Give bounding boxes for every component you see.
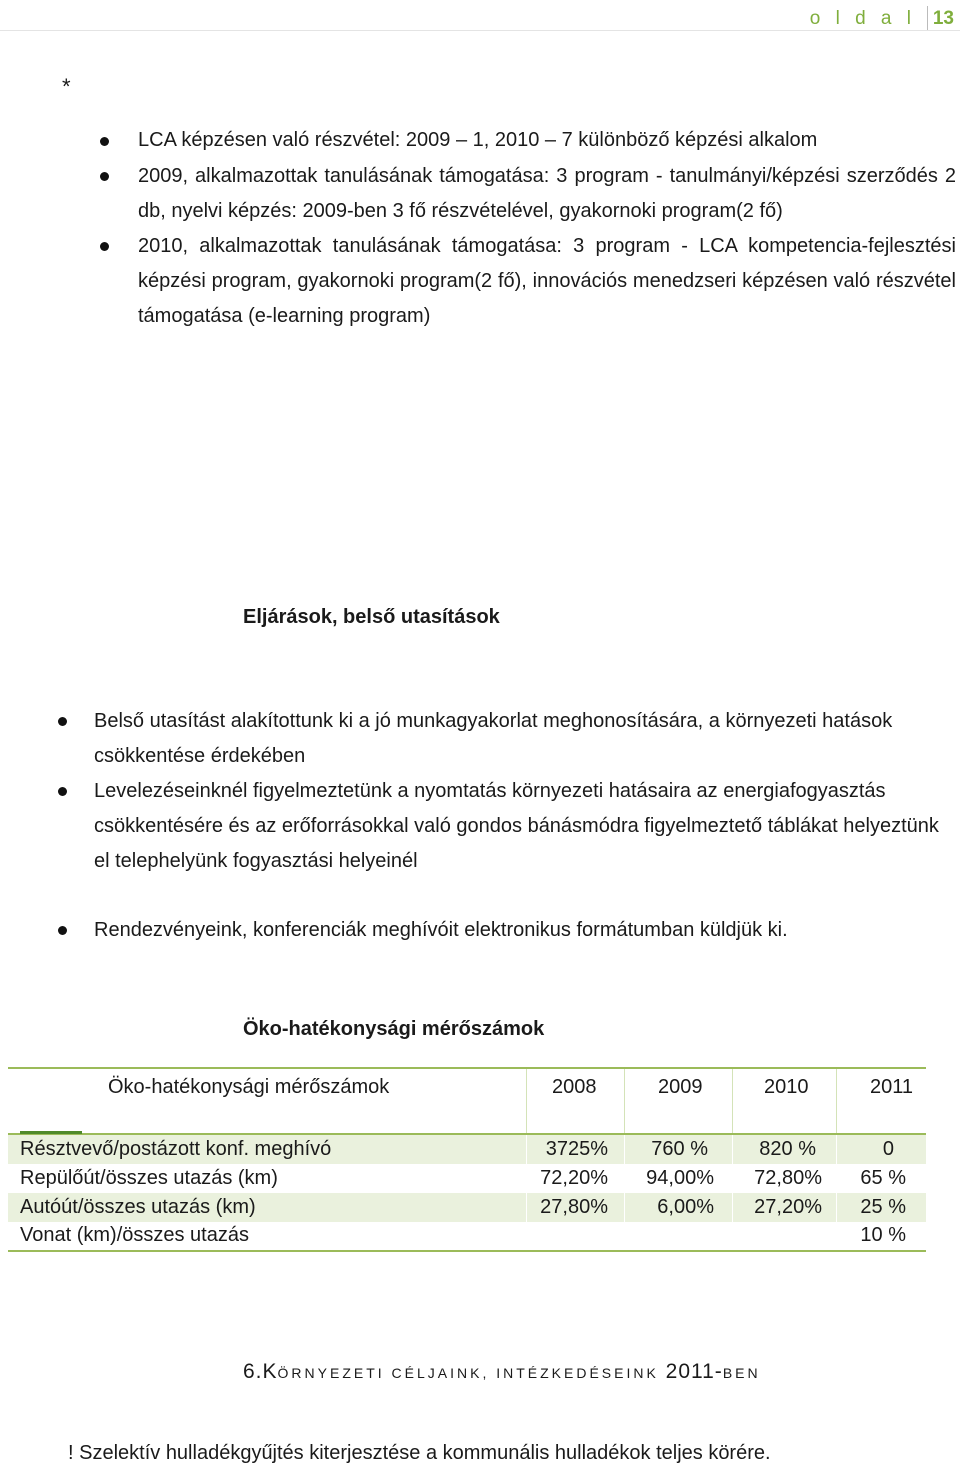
column-divider	[526, 1069, 527, 1133]
table-cell: 760 %	[651, 1138, 708, 1160]
column-divider	[836, 1135, 837, 1164]
page-label: o l d a l	[809, 8, 916, 29]
page-separator	[927, 6, 928, 30]
table-row	[8, 1164, 926, 1193]
list-item: 2009, alkalmazottak tanulásának támogatása: 3 program - tanulmányi/képzési szerződés 2 db, nyelvi képzés: 2009-ben 3 fő részvételével, gyakornoki program(2 fő)	[138, 165, 956, 222]
section-suffix: BEN	[722, 1365, 761, 1381]
column-divider	[836, 1069, 837, 1133]
column-divider	[624, 1193, 625, 1222]
page-header	[0, 4, 960, 31]
list-item: LCA képzésen való részvétel: 2009 – 1, 2010 – 7 különböző képzési alkalom	[138, 129, 818, 151]
procedures-heading: Eljárások, belső utasítások	[243, 606, 500, 628]
column-header: 2010	[764, 1076, 809, 1098]
table-cell: 25 %	[860, 1196, 906, 1218]
table-cell: 820 %	[759, 1138, 816, 1160]
column-divider	[624, 1069, 625, 1133]
table-cell: 65 %	[860, 1167, 906, 1189]
row-label: Résztvevő/postázott konf. meghívó	[20, 1138, 332, 1160]
table-cell: 0	[882, 1138, 894, 1160]
column-header: 2009	[658, 1076, 703, 1098]
table-row	[8, 1221, 926, 1250]
table-cell: 72,80%	[754, 1167, 822, 1189]
table-header-accent	[20, 1131, 82, 1134]
section-year: 2011-	[658, 1360, 723, 1383]
list-item: Rendezvényeink, konferenciák meghívóit elektronikus formátumban küldjük ki.	[94, 919, 788, 941]
table-cell: 10 %	[860, 1224, 906, 1246]
column-divider	[836, 1193, 837, 1222]
section-title-text: ÖRNYEZETI CÉLJAINK, INTÉZKEDÉSEINK	[277, 1365, 659, 1381]
row-label: Autóút/összes utazás (km)	[20, 1196, 256, 1218]
column-divider	[732, 1193, 733, 1222]
asterisk-mark: *	[62, 74, 71, 99]
table-cell: 94,00%	[646, 1167, 714, 1189]
table-header-row	[8, 1069, 926, 1133]
table-bottom-rule	[8, 1250, 926, 1252]
closing-statement: ! Szelektív hulladékgyűjtés kiterjesztése a kommunális hulladékok teljes körére.	[68, 1442, 771, 1464]
section-number: 6.	[243, 1360, 263, 1383]
column-divider	[526, 1193, 527, 1222]
table-row	[8, 1193, 926, 1222]
column-header: 2008	[552, 1076, 597, 1098]
column-header: Öko-hatékonysági mérőszámok	[108, 1076, 390, 1098]
list-item: 2010, alkalmazottak tanulásának támogatása: 3 program - LCA kompetencia-fejlesztési képzési program, gyakornoki program(2 fő), innovációs menedzseri képzésen való részvétel támogatása (e-learning program)	[138, 235, 956, 327]
column-divider	[732, 1069, 733, 1133]
list-item: Levelezéseinknél figyelmeztetünk a nyomtatás környezeti hatásaira az energiafogyasztás csökkentésére és az erőforrásokkal való gondos bánásmódra figyelmeztető táblákat helyeztünk el telephelyünk fogyasztási helyeinél	[94, 780, 939, 872]
page-number: 13	[932, 8, 954, 29]
table-cell: 3725%	[545, 1138, 608, 1160]
column-header: 2011	[870, 1076, 914, 1098]
row-label: Repülőút/összes utazás (km)	[20, 1167, 278, 1189]
table-cell: 27,20%	[754, 1196, 822, 1218]
bullet-icon	[58, 717, 67, 726]
column-divider	[624, 1135, 625, 1164]
section-6-title	[243, 1360, 761, 1384]
column-divider	[732, 1135, 733, 1164]
table-row	[8, 1135, 926, 1164]
bullet-icon	[100, 137, 109, 146]
table-cell: 6,00%	[657, 1196, 714, 1218]
bullet-icon	[58, 787, 67, 796]
table-cell: 72,20%	[540, 1167, 608, 1189]
section-initial: K	[262, 1360, 278, 1383]
column-divider	[526, 1135, 527, 1164]
list-item: Belső utasítást alakítottunk ki a jó munkagyakorlat meghonosítására, a környezeti hatások csökkentése érdekében	[94, 710, 893, 767]
table-cell: 27,80%	[540, 1196, 608, 1218]
row-label: Vonat (km)/összes utazás	[20, 1224, 249, 1246]
bullet-icon	[100, 172, 109, 181]
eco-table-heading: Öko-hatékonysági mérőszámok	[243, 1018, 545, 1040]
bullet-icon	[100, 242, 109, 251]
bullet-icon	[58, 926, 67, 935]
